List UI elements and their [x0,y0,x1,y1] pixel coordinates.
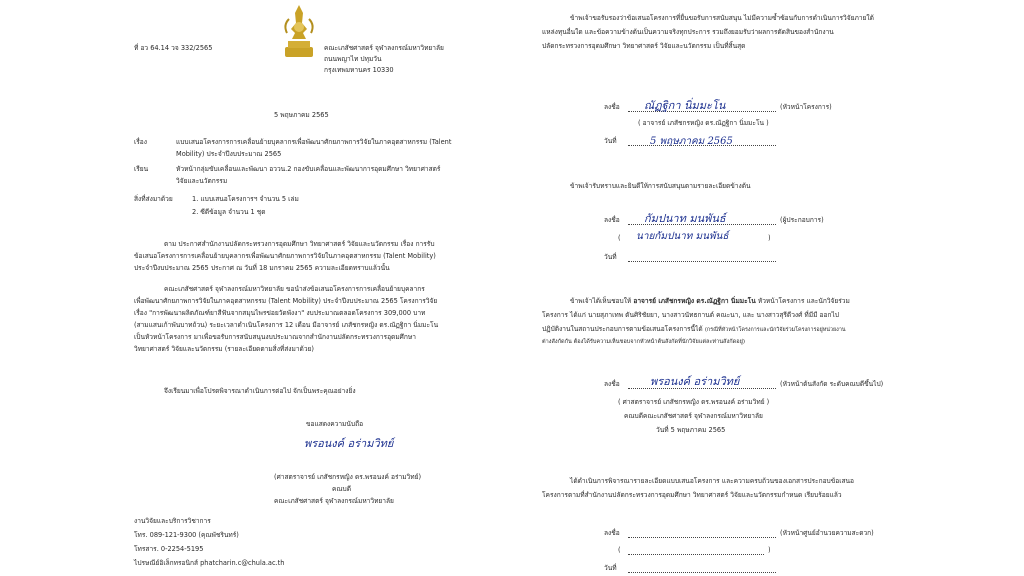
lead-name: ( อาจารย์ เภสัชกรหญิง ดร.ณัฏฐิกา นิ่มมะโน ) [638,119,769,127]
subject-label: เรื่อง [134,138,147,146]
regards-line: ขอแสดงความนับถือ [306,420,364,428]
approval-line3-text: ปฏิบัติงานในสถานประกอบการตามข้อเสนอโครงการนี้ได้ [542,325,703,333]
operator-date-line [628,261,776,262]
approval-para-line-2: โครงการ ได้แก่ นายสุภาเทพ ตันศิริชัยยา, นางสาวนัทธกานต์ คณะนา, และ นางสาวสุรีดีวงศ์ ที่มีมี ออกไป [542,311,839,319]
dean-title: คณบดี [332,485,351,493]
dean-signature-right: พรอนงค์ อร่ามวิทย์ [650,375,740,388]
dean-date-right: วันที่ 5 พฤษภาคม 2565 [656,426,726,434]
lead-signature: ณัฏฐิกา นิ่มมะโน [644,99,726,112]
approval-para-line-3 [542,325,846,335]
approval-para-line-4: ต่างสังกัดกัน ต้องได้รับความเห็นชอบจากหัวหน้าต้นสังกัดที่นักวิจัยแต่ละท่านสังกัดอยู่) [542,339,746,345]
dean-name-right: ( ศาสตราจารย์ เภสัชกรหญิง ดร.พรอนงค์ อร่ามวิทย์ ) [618,398,770,406]
closing-line: จึงเรียนมาเพื่อโปรดพิจารณาดำเนินการต่อไป จักเป็นพระคุณอย่างยิ่ง [164,387,356,395]
operator-role: (ผู้ประกอบการ) [780,216,824,224]
dean-signature: พรอนงค์ อร่ามวิทย์ [304,437,394,450]
para2-line-1: คณะเภสัชศาสตร์ จุฬาลงกรณ์มหาวิทยาลัย ขอนำส่งข้อเสนอโครงการการเคลื่อนย้ายบุคลากร [164,285,425,293]
approval-lead-name: อาจารย์ เภสัชกรหญิง ดร.ณัฏฐิกา นิ่มมะโน [633,297,756,305]
cert-para-line-2: แหล่งทุนอื่นใด และข้อความข้างต้นเป็นความจริงทุกประการ รวมถึงยอมรับว่าผลการตัดสินของสำนักงาน [542,28,834,36]
sender-line-3: กรุงเทพมหานคร 10330 [324,66,394,74]
approval-note: (กรณีที่หัวหน้าโครงการและนักวิจัยร่วมโครงการอยู่หน่วยงาน [704,327,846,333]
to-line-2: วิจัยและนวัตกรรม [176,177,228,185]
sender-line-2: ถนนพญาไท ปทุมวัน [324,55,382,63]
center-name-line [628,554,764,555]
operator-sign-label: ลงชื่อ [604,216,620,224]
lead-role: (หัวหน้าโครงการ) [780,103,832,111]
center-para-line-2: โครงการตามที่สำนักงานปลัดกระทรวงการอุดมศึกษา วิทยาศาสตร์ วิจัยและนวัตกรรมกำหนด เรียบร้อยแล้ว [542,491,842,499]
contact-line-3: โทรสาร. 0-2254-5195 [134,545,204,553]
para2-line-6: วิทยาศาสตร์ วิจัยและนวัตกรรม (รายละเอียดตามสิ่งที่ส่งมาด้วย) [134,345,314,353]
operator-para: ข้าพเจ้ารับทราบและยินดีให้การสนับสนุนตามรายละเอียดข้างต้น [570,182,751,190]
center-date-label: วันที่ [604,564,617,572]
dean-role: (หัวหน้าต้นสังกัด ระดับคณบดีขึ้นไป) [780,380,884,388]
lead-sign-label: ลงชื่อ [604,103,620,111]
operator-name-handwritten: นายกัมปนาท มนพันธ์ [636,231,729,242]
enclosure-label: สิ่งที่ส่งมาด้วย [134,195,173,203]
center-role: (หัวหน้าศูนย์อำนวยความสะดวก) [780,529,874,537]
para2-line-2: เพื่อพัฒนาศักยภาพการวิจัยในภาคอุตสาหกรรม (Talent Mobility) ประจำปีงบประมาณ 2565 โครงการวิจัย [134,297,438,305]
operator-paren-open: ( [618,234,621,242]
contact-line-4: ไปรษณีย์อิเล็กทรอนิกส์ phatcharin.c@chula.ac.th [134,559,285,567]
enclosure-item-2: 2. ซีดีข้อมูล จำนวน 1 ชุด [192,208,266,216]
dean-title-right: คณบดีคณะเภสัชศาสตร์ จุฬาลงกรณ์มหาวิทยาลัย [624,412,763,420]
enclosure-item-1: 1. แบบเสนอโครงการฯ จำนวน 5 เล่ม [192,195,299,203]
letter-page-right [532,0,944,576]
para1-line-3: ประจำปีงบประมาณ 2565 ประกาศ ณ วันที่ 18 มกราคม 2565 ความละเอียดทราบแล้วนั้น [134,264,390,272]
para2-line-3: เรื่อง "การพัฒนาผลิตภัณฑ์ยาสีฟันจากสมุนไพรข่อยวัดพังงา" งบประมาณตลอดโครงการ 309,000 บาท [134,309,426,317]
to-line-1: หัวหน้ากลุ่มขับเคลื่อนและพัฒนา อววน.2 กองขับเคลื่อนและพัฒนาการอุดมศึกษา วิทยาศาสตร์ [176,165,441,173]
center-sign-line [628,537,776,538]
para1-line-1: ตาม ประกาศสำนักงานปลัดกระทรวงการอุดมศึกษา วิทยาศาสตร์ วิจัยและนวัตกรรม เรื่อง การรับ [164,240,435,248]
sender-line-1: คณะเภสัชศาสตร์ จุฬาลงกรณ์มหาวิทยาลัย [324,44,444,52]
letter-date: 5 พฤษภาคม 2565 [274,111,329,119]
to-label: เรียน [134,165,149,173]
contact-line-2: โทร. 089-121-9300 (คุณพัชรินทร์) [134,531,239,539]
center-sign-label: ลงชื่อ [604,529,620,537]
para2-line-5: เป็นหัวหน้าโครงการ มาเพื่อขอรับการสนับสนุนงบประมาณจากสำนักงานปลัดกระทรวงการอุดมศึกษา [134,333,416,341]
operator-paren-close: ) [768,234,771,242]
letter-page-left [94,0,504,576]
subject-line-1: แบบเสนอโครงการการเคลื่อนย้ายบุคลากรเพื่อพัฒนาศักยภาพการวิจัยในภาคอุตสาหกรรม (Talent [176,138,452,146]
dean-sign-label: ลงชื่อ [604,380,620,388]
center-para-line-1: ได้ดำเนินการพิจารณารายละเอียดแบบเสนอโครงการ และความครบถ้วนของเอกสารประกอบข้อเสนอ [570,477,854,485]
center-date-line [628,572,776,573]
page-gap [504,0,532,576]
lead-date-label: วันที่ [604,137,617,145]
contact-line-1: งานวิจัยและบริการวิชาการ [134,517,211,525]
center-paren-close: ) [768,546,771,554]
reference-number: ที่ อว 64.14 วจ 332/2565 [134,44,213,52]
dean-name: (ศาสตราจารย์ เภสัชกรหญิง ดร.พรอนงค์ อร่ามวิทย์) [274,473,422,481]
cert-para-line-3: ปลัดกระทรวงการอุดมศึกษา วิทยาศาสตร์ วิจัยและนวัตกรรม เป็นที่สิ้นสุด [542,42,746,50]
approval-lead-rest: หัวหน้าโครงการ และนักวิจัยร่วม [757,297,850,305]
operator-signature: กัมปนาท มนพันธ์ [644,212,726,225]
para1-line-2: ข้อเสนอโครงการการเคลื่อนย้ายบุคลากรเพื่อพัฒนาศักยภาพการวิจัยในภาคอุตสาหกรรม (Talent Mobility) [134,252,436,260]
approval-para-line-1 [570,297,850,306]
university-seal-logo [279,3,319,61]
dean-faculty: คณะเภสัชศาสตร์ จุฬาลงกรณ์มหาวิทยาลัย [274,497,394,505]
cert-para-line-1: ข้าพเจ้าขอรับรองว่าข้อเสนอโครงการที่ยื่นขอรับการสนับสนุน ไม่มีความซ้ำซ้อนกับการดำเนินการวิจัยภายใต้ [570,14,874,22]
operator-date-label: วันที่ [604,253,617,261]
lead-date-handwritten: 5 พฤษภาคม 2565 [650,136,733,147]
approval-lead-text: ข้าพเจ้าได้เห็นชอบให้ [570,297,632,305]
center-paren-open: ( [618,546,621,554]
subject-line-2: Mobility) ประจำปีงบประมาณ 2565 [176,150,282,158]
para2-line-4: (สามแสนเก้าพันบาทถ้วน) ระยะเวลาดำเนินโครงการ 12 เดือน มีอาจารย์ เภสัชกรหญิง ดร.ณัฏฐิกา นิ่มมะโน [134,321,439,329]
